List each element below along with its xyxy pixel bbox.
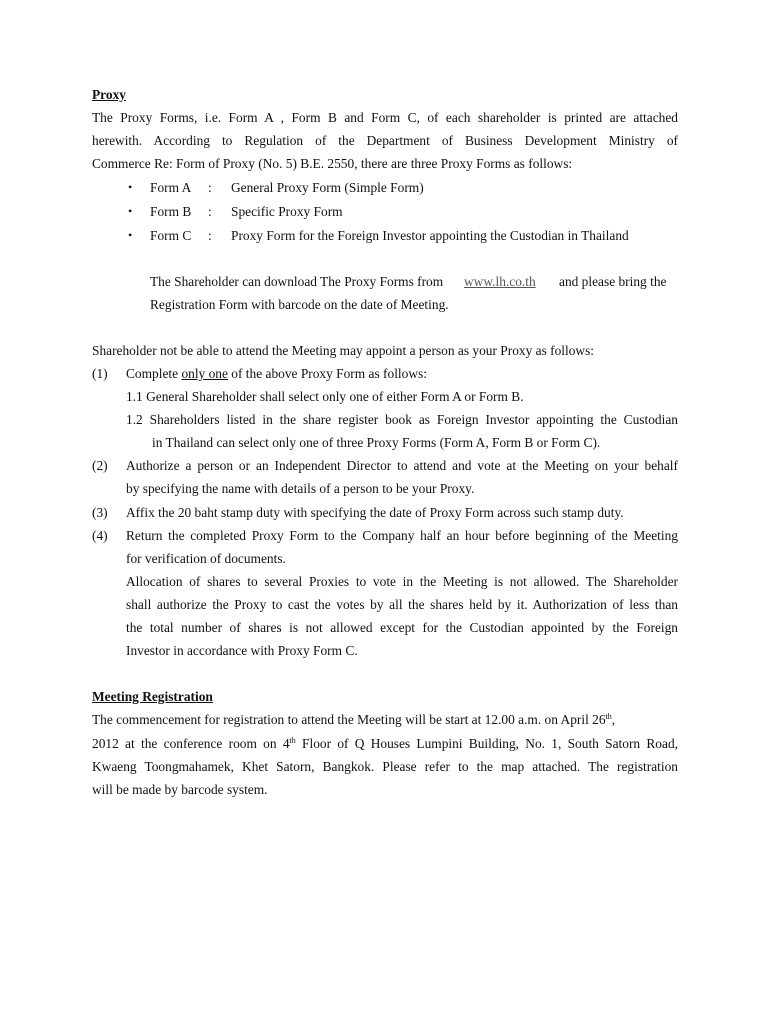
step-3-line-1: Affix the 20 baht stamp duty with specifying the date of Proxy Form across such stamp duty. <box>126 505 624 520</box>
proxy-intro-line-2: herewith. According to Regulation of the Department of Business Development Ministry of <box>92 133 678 148</box>
step-4-line-1: Return the completed Proxy Form to the Company half an hour before beginning of the Meeting <box>126 528 678 543</box>
bullet-icon: • <box>128 204 133 218</box>
step-1-sub-2-line-1: 1.2 Shareholders listed in the share register book as Foreign Investor appointing the Custodian <box>126 412 678 427</box>
proxy-intro-line-3: Commerce Re: Form of Proxy (No. 5) B.E. 2550, there are three Proxy Forms as follows: <box>92 156 573 171</box>
step-1-emphasis: only one <box>181 366 228 381</box>
website-link[interactable]: www.lh.co.th <box>464 274 536 289</box>
form-a-separator: : <box>208 180 212 195</box>
step-1-number: (1) <box>92 366 108 381</box>
form-b-name: Form B <box>150 204 192 219</box>
form-a-description: General Proxy Form (Simple Form) <box>231 180 424 195</box>
registration-line-1-end: , <box>611 712 616 727</box>
step-1-pre: Complete <box>126 366 179 381</box>
registration-heading: Meeting Registration <box>92 689 213 704</box>
step-2-line-1: Authorize a person or an Independent Director to attend and vote at the Meeting on your behalf <box>126 458 678 473</box>
appoint-intro: Shareholder not be able to attend the Meeting may appoint a person as your Proxy as follows: <box>92 343 595 358</box>
step-3-number: (3) <box>92 505 108 520</box>
step-4-line-4: shall authorize the Proxy to cast the votes by all the shares held by it. Authorization of less than <box>126 597 678 612</box>
step-4-number: (4) <box>92 528 108 543</box>
proxy-intro-line-1: The Proxy Forms, i.e. Form A , Form B and Form C, of each shareholder is printed are attached <box>92 110 678 125</box>
bullet-icon: • <box>128 228 133 242</box>
registration-line-2 <box>92 736 678 752</box>
form-b-separator: : <box>208 204 212 219</box>
step-4-line-6: Investor in accordance with Proxy Form C. <box>126 643 358 658</box>
step-1-post: of the above Proxy Form as follows: <box>231 366 427 381</box>
registration-line-2-end: Floor of Q Houses Lumpini Building, No. 1, South Satorn Road, <box>295 736 678 751</box>
registration-line-3: Kwaeng Toongmahamek, Khet Satorn, Bangkok. Please refer to the map attached. The registration <box>92 759 678 774</box>
form-c-name: Form C <box>150 228 192 243</box>
form-a-name: Form A <box>150 180 192 195</box>
bullet-icon: • <box>128 180 133 194</box>
form-c-description: Proxy Form for the Foreign Investor appointing the Custodian in Thailand <box>231 228 629 243</box>
proxy-heading: Proxy <box>92 87 126 102</box>
step-4-line-3: Allocation of shares to several Proxies to vote in the Meeting is not allowed. The Shareholder <box>126 574 678 589</box>
registration-line-1 <box>92 712 615 728</box>
download-line-pre: The Shareholder can download The Proxy Forms from <box>150 274 444 289</box>
form-c-separator: : <box>208 228 212 243</box>
registration-line-4: will be made by barcode system. <box>92 782 268 797</box>
registration-line-2-sup: th <box>289 736 296 745</box>
download-line-post: and please bring the <box>559 274 667 289</box>
form-b-description: Specific Proxy Form <box>231 204 343 219</box>
step-4-line-2: for verification of documents. <box>126 551 286 566</box>
download-line-2: Registration Form with barcode on the date of Meeting. <box>150 297 449 312</box>
step-1-sub-2-line-2: in Thailand can select only one of three Proxy Forms (Form A, Form B or Form C). <box>152 435 601 450</box>
step-4-line-5: the total number of shares is not allowed except for the Custodian appointed by the Foreign <box>126 620 678 635</box>
registration-line-1-sup: th <box>605 712 612 721</box>
step-1-sub-1: 1.1 General Shareholder shall select only one of either Form A or Form B. <box>126 389 524 404</box>
step-1-text <box>126 366 427 382</box>
step-2-number: (2) <box>92 458 108 473</box>
registration-line-2-text: 2012 at the conference room on 4 <box>92 736 290 751</box>
registration-line-1-text: The commencement for registration to attend the Meeting will be start at 12.00 a.m. on April 26 <box>92 712 606 727</box>
step-2-line-2: by specifying the name with details of a person to be your Proxy. <box>126 481 475 496</box>
